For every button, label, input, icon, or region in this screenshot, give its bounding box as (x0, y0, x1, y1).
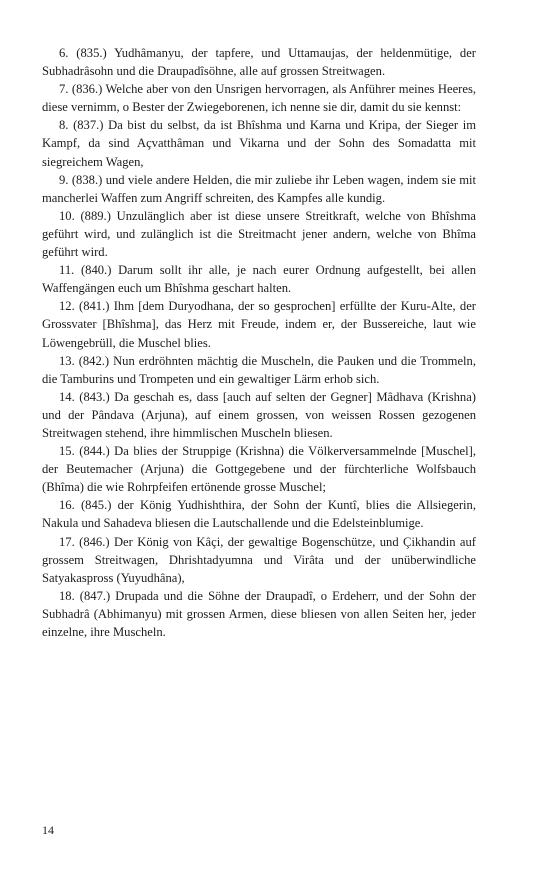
verse-10: 10. (889.) Unzulänglich aber ist diese unsere Streitkraft, welche von Bhîshma geführt wird, und zulänglich ist die Streitmacht jener andern, welche von Bhîma geführt wird. (42, 208, 476, 260)
verse-11: 11. (840.) Darum sollt ihr alle, je nach eurer Ordnung aufgestellt, bei allen Waffengängen euch um Bhîshma geschart halten. (42, 263, 476, 296)
verse-6: 6. (835.) Yudhâmanyu, der tapfere, und Uttamaujas, der heldenmütige, der Subhadrâsohn und die Draupadîsöhne, alle auf grossen Streitwagen. (42, 46, 476, 79)
verse-16: 16. (845.) der König Yudhishthira, der Sohn der Kuntî, blies die Allsiegerin, Nakula und Sahadeva bliesen die Lautschallende und die Edelsteinblumige. (42, 498, 476, 531)
verse-17: 17. (846.) Der König von Kâçi, der gewaltige Bogenschütze, und Çikhandin auf grossem Streitwagen, Dhrishtadyumna und Virâta und der unüberwindliche Satyakaspross (Yuyudhâna), (42, 534, 476, 585)
verse-8: 8. (837.) Da bist du selbst, da ist Bhîshma und Karna und Kripa, der Sieger im Kampf, da sind Açvatthâman und Vikarna und der Sohn des Somadatta mit siegreichem Wagen, (42, 118, 476, 169)
verse-13: 13. (842.) Nun erdröhnten mächtig die Muscheln, die Pauken und die Trommeln, die Tamburins und Trompeten und ein gewaltiger Lärm erhob sich. (42, 353, 476, 386)
verse-7: 7. (836.) Welche aber von den Unsrigen hervorragen, als Anführer meines Heeres, diese vernimm, o Bester der Zwiegeborenen, ich nenne sie dir, damit du sie kennst: (42, 82, 476, 115)
verse-12: 12. (841.) Ihm [dem Duryodhana, der so gesprochen] erfüllte der Kuru-Alte, der Grossvater [Bhîshma], das Herz mit Freude, indem er, der Bussereiche, laut wie Löwengebrüll, die Muschel blies. (42, 299, 476, 350)
verse-15: 15. (844.) Da blies der Struppige (Krishna) die Völkerversammelnde [Muschel], der Beutemacher (Arjuna) die Gottgegebene und der fürchterliche Wolfsbauch (Bhîma) die wie Rohrpfeifen ertönende grosse Muschel; (42, 444, 476, 495)
verse-14: 14. (843.) Da geschah es, dass [auch auf selten der Gegner] Mâdhava (Krishna) und der Pândava (Arjuna), auf einem grossen, von weissen Rossen gezogenen Streitwagen stehend, ihre himmlischen Muscheln bliesen. (42, 389, 476, 440)
page-body (42, 44, 476, 641)
page-number: 14 (42, 823, 54, 837)
verse-18: 18. (847.) Drupada und die Söhne der Draupadî, o Erdeherr, und der Sohn der Subhadrâ (Abhimanyu) mit grossen Armen, diese bliesen von allen Seiten her, jeder einzelne, ihre Muscheln. (42, 588, 476, 639)
verse-9: 9. (838.) und viele andere Helden, die mir zuliebe ihr Leben wagen, indem sie mit mancherlei Waffen zum Angriff schreiten, des Kampfes alle kundig. (42, 172, 476, 205)
